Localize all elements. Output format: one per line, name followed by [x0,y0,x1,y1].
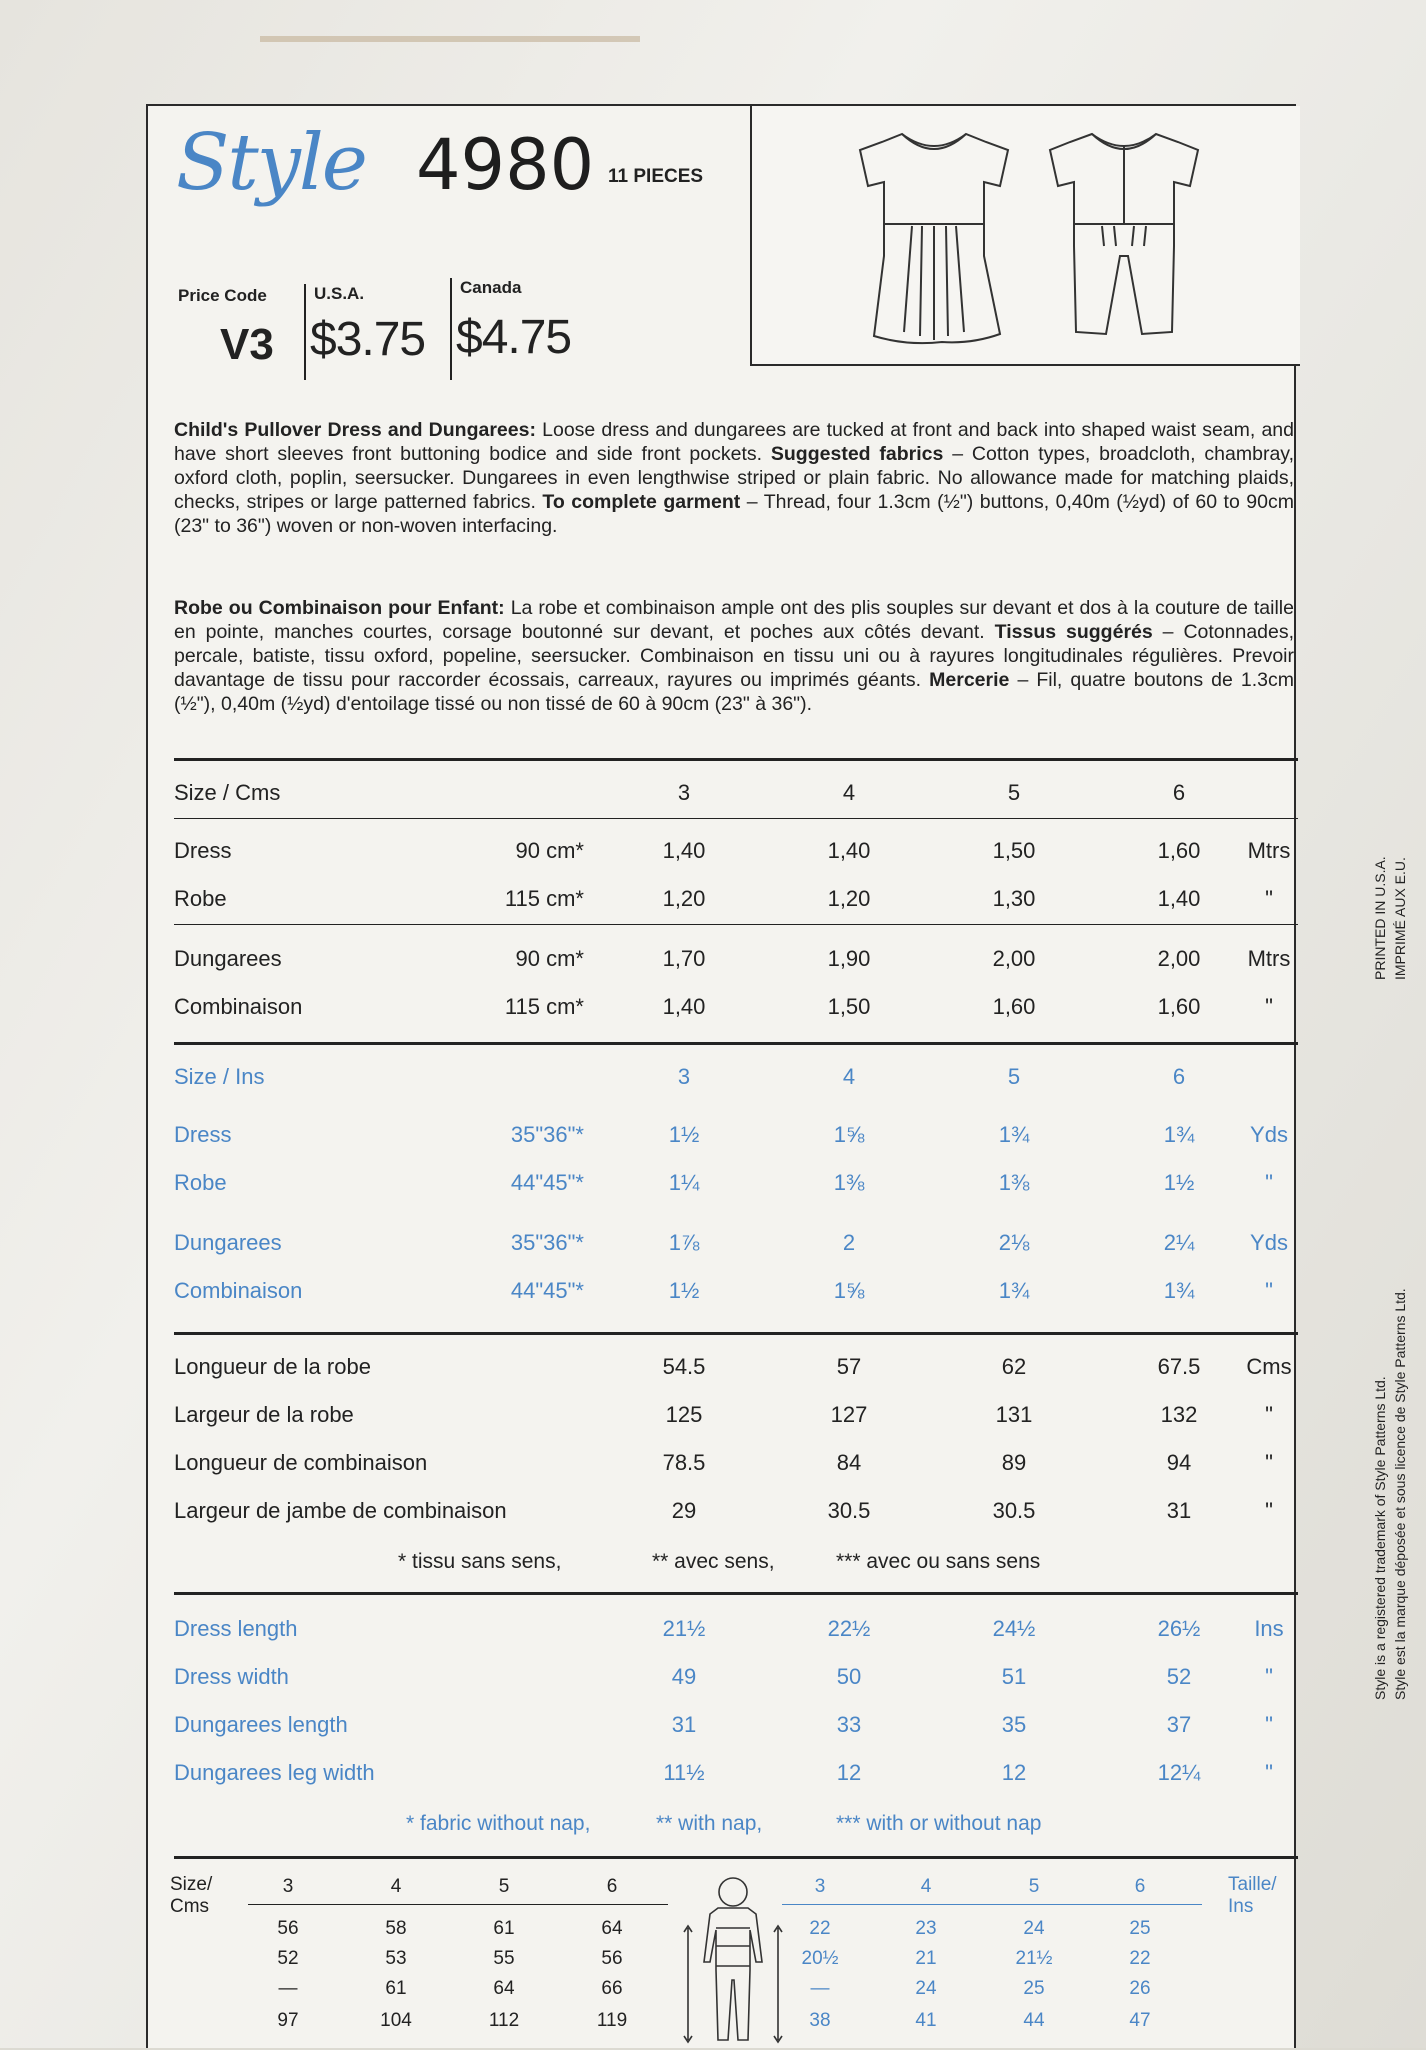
imperial-row [174,1230,1298,1260]
nap-note: ** avec sens, [652,1550,775,1573]
description-english [174,418,1294,538]
metric-size-label: Size / Cms [174,780,281,805]
cell: 51 [1001,1664,1027,1689]
row-name: Combinaison [174,1278,303,1303]
trademark-french: Style est la marque déposée et sous licence de Style Patterns Ltd. [1392,1288,1408,1700]
cell: 49 [671,1664,697,1689]
notions-text-fr: – Fil, quatre boutons de 1.3cm (½"), 0,40m (½yd) d'entoilage tissé ou non tissé de 60 à 90cm (23" à 36"). [174,669,1295,715]
cell: 25 [1129,1918,1151,1939]
unit: Yds [1250,1230,1288,1255]
fabric-width: 90 cm* [515,838,584,863]
cell: — [810,1978,830,1999]
row-name: Dress width [174,1664,289,1689]
cell: 84 [836,1450,862,1475]
usa-label: U.S.A. [314,284,365,303]
cell: 1¼ [668,1170,700,1195]
cell: 1¾ [998,1278,1030,1303]
cell: 1,60 [992,994,1036,1019]
finished-row-imperial [174,1712,1298,1742]
cell: 67.5 [1157,1354,1201,1379]
cell: 132 [1160,1402,1198,1427]
unit: " [1265,1498,1273,1523]
body-size-label: Size/ Cms [170,1874,213,1917]
imperial-row [174,1122,1298,1152]
cell: 66 [601,1978,623,1999]
nap-note: * tissu sans sens, [398,1550,562,1573]
cell: 2,00 [992,946,1036,971]
finished-row [174,1498,1298,1528]
unit: " [1265,1712,1273,1737]
imperial-row [174,1170,1298,1200]
finished-row [174,1450,1298,1480]
table-divider [174,1042,1298,1045]
fabric-width: 115 cm* [504,994,584,1019]
notions-text: – Thread, four 1.3cm (½") buttons, 0,40m (½yd) of 60 to 90cm (23" to 36") woven or non-woven interfacing. [174,491,1294,537]
row-name: Robe [174,1170,227,1195]
unit: Ins [1254,1616,1284,1641]
back-panel [146,104,1296,2048]
cell: 52 [1166,1664,1192,1689]
imprime-aux-eu: IMPRIMÉ AUX E.U. [1392,857,1408,980]
finished-row-imperial [174,1664,1298,1694]
size-4: 4 [842,1064,856,1089]
cell: 119 [596,2010,628,2031]
row-name: Robe [174,886,227,911]
size-3: 3 [677,1064,691,1089]
trademark-english: Style is a registered trademark of Style Patterns Ltd. [1372,1376,1388,1700]
description-title: Child's Pullover Dress and Dungarees: [174,419,536,441]
finished-row [174,1402,1298,1432]
unit: " [1265,994,1273,1019]
cell: 57 [836,1354,862,1379]
row-name: Dungarees length [174,1712,348,1737]
nap-note: * fabric without nap, [406,1812,591,1835]
cell: 1¾ [1163,1278,1195,1303]
cell: 125 [665,1402,703,1427]
size-6: 6 [1172,1064,1186,1089]
notions-label: To complete garment [542,491,741,513]
fabrics-text: – Cotton types, broadcloth, chambray, oxford cloth, poplin, seersucker. Dungarees in even lengthwise striped or plain fabric. No allowance made for matching plaids, checks, stripes or large patterned fabrics. [174,443,1295,513]
cell: 47 [1129,2010,1151,2031]
fabric-width: 115 cm* [504,886,584,911]
description-title-fr: Robe ou Combinaison pour Enfant: [174,597,505,619]
imperial-header-row [174,1064,1298,1094]
unit: " [1265,1402,1273,1427]
cell: 35 [1001,1712,1027,1737]
cell: 52 [277,1948,299,1969]
cell: 89 [1001,1450,1027,1475]
fabrics-label: Suggested fabrics [770,443,944,465]
cell: 1⅜ [998,1170,1030,1195]
unit: Yds [1250,1122,1288,1147]
row-divider [248,1904,668,1905]
notions-label-fr: Mercerie [929,669,1010,691]
nap-note: *** with or without nap [836,1812,1042,1835]
cell: 2 [842,1230,856,1255]
cell: 1½ [668,1122,700,1147]
cell: 1,30 [992,886,1036,911]
cell: 38 [809,2010,831,2031]
cell: 56 [277,1918,299,1939]
cell: 24½ [992,1616,1036,1641]
cell: 33 [836,1712,862,1737]
cell: 54.5 [662,1354,706,1379]
body-size: 6 [606,1876,618,1897]
row-name: Dress length [174,1616,298,1641]
fabric-width: 44"45"* [510,1278,584,1303]
cell: 22½ [827,1616,871,1641]
cell: 62 [1001,1354,1027,1379]
cell: 1,60 [1157,838,1201,863]
unit: " [1265,1450,1273,1475]
row-name: Dress [174,838,232,863]
cell: 26½ [1157,1616,1201,1641]
garment-sketch-box [750,106,1300,366]
finished-row [174,1354,1298,1384]
table-divider [174,1592,1298,1595]
row-name: Longueur de la robe [174,1354,371,1379]
body-size: 6 [1134,1876,1146,1897]
description-body: Loose dress and dungarees are tucked at front and back into shaped waist seam, and have short sleeves front buttoning bodice and side front pockets. [174,419,1295,465]
cell: 104 [380,2010,412,2031]
cell: 22 [809,1918,831,1939]
cell: 12 [1001,1760,1027,1785]
printed-in-usa: PRINTED IN U.S.A. [1372,856,1388,980]
cell: 94 [1166,1450,1192,1475]
cell: 30.5 [827,1498,871,1523]
cell: 53 [385,1948,407,1969]
price-divider [304,284,306,380]
cell: 21½ [662,1616,706,1641]
body-size: 4 [390,1876,402,1897]
cell: 1,90 [827,946,871,971]
body-size: 5 [498,1876,510,1897]
unit: Cms [1246,1354,1292,1379]
cell: 21 [915,1948,937,1969]
row-divider [782,1904,1202,1905]
size-4: 4 [842,780,856,805]
cell: 1,40 [662,838,706,863]
cell: 61 [385,1978,407,1999]
size-5: 5 [1007,1064,1021,1089]
cell: 26 [1129,1978,1151,1999]
row-divider [174,818,1298,819]
size-3: 3 [677,780,691,805]
brand-logo: Style [176,118,366,208]
fabric-width: 35"36"* [510,1122,584,1147]
table-divider [174,1856,1298,1859]
metric-row [174,946,1298,976]
imperial-row [174,1278,1298,1308]
cell: 29 [671,1498,697,1523]
cell: 1½ [1163,1170,1195,1195]
body-size: 3 [282,1876,294,1897]
row-name: Dress [174,1122,232,1147]
cell: 58 [385,1918,407,1939]
cell: 131 [995,1402,1033,1427]
cell: 21½ [1015,1948,1053,1969]
cell: 24 [1023,1918,1045,1939]
cell: 1¾ [998,1122,1030,1147]
cell: 31 [1166,1498,1192,1523]
cell: 97 [277,2010,299,2031]
finished-row-imperial [174,1760,1298,1790]
body-size: 5 [1028,1876,1040,1897]
metric-row [174,886,1298,916]
unit: Mtrs [1247,946,1291,971]
cell: 31 [671,1712,697,1737]
row-divider [174,924,1298,925]
imperial-size-label: Size / Ins [174,1064,265,1089]
cell: 23 [915,1918,937,1939]
unit: " [1265,1760,1273,1785]
cell: 1,40 [827,838,871,863]
cell: 41 [915,2010,937,2031]
cell: 1,50 [992,838,1036,863]
cell: 1⅜ [833,1170,865,1195]
size-6: 6 [1172,780,1186,805]
cell: 1⅝ [833,1278,865,1303]
pattern-number: 4980 [416,124,595,206]
row-name: Combinaison [174,994,303,1019]
unit: " [1265,1664,1273,1689]
finished-row-imperial [174,1616,1298,1646]
cell: 1⅝ [833,1122,865,1147]
pieces-count: 11 PIECES [608,166,704,187]
cell: 1,20 [662,886,706,911]
table-divider [174,758,1298,761]
cell: 2⅛ [998,1230,1030,1255]
description-body-fr: La robe et combinaison ample ont des plis souples sur devant et dos à la couture de taille en pointe, manches courtes, corsage boutonné sur devant, et poches aux côtés devant. [174,597,1294,643]
cell: 1,50 [827,994,871,1019]
cell: 37 [1166,1712,1192,1737]
cell: 22 [1129,1948,1151,1969]
metric-row [174,838,1298,868]
row-name: Dungarees leg width [174,1760,375,1785]
cell: 1¾ [1163,1122,1195,1147]
cell: 11½ [663,1760,705,1785]
cell: 112 [488,2010,520,2031]
cell: 1,60 [1157,994,1201,1019]
cell: 1,40 [662,994,706,1019]
cell: 30.5 [992,1498,1036,1523]
body-taille-label: Taille/ Ins [1228,1874,1277,1917]
cell: 1½ [668,1278,700,1303]
description-french [174,596,1294,716]
cell: 50 [836,1664,862,1689]
metric-header-row [174,780,1298,810]
cell: 78.5 [662,1450,706,1475]
cell: 12 [836,1760,862,1785]
nap-note: ** with nap, [656,1812,763,1835]
fabrics-text-fr: – Cotonnades, percale, batiste, tissu oxford, popeline, seersucker. Combinaison en tissu uni ou à rayures longitudinales régulières. Prevoir davantage de tissu pour raccorder écossais, carreaux, rayures ou imprimés géants. [174,621,1295,691]
fabric-width: 44"45"* [510,1170,584,1195]
size-5: 5 [1007,780,1021,805]
nap-note: *** avec ou sans sens [836,1550,1041,1573]
fabric-width: 90 cm* [515,946,584,971]
row-name: Dungarees [174,1230,282,1255]
garment-sketch [752,106,1300,364]
cell: 12¼ [1157,1760,1201,1785]
price-code: V3 [220,320,274,369]
body-figure-icon [678,1870,788,2050]
cell: 1,70 [662,946,706,971]
body-size: 4 [920,1876,932,1897]
unit: Mtrs [1247,838,1291,863]
cell: — [278,1978,298,1999]
row-name: Longueur de combinaison [174,1450,428,1475]
cell: 64 [493,1978,515,1999]
row-name: Dungarees [174,946,282,971]
cell: 64 [601,1918,623,1939]
canada-price: $4.75 [456,311,572,364]
table-divider [174,1332,1298,1335]
cell: 1⅞ [668,1230,700,1255]
metric-row [174,994,1298,1024]
cell: 2,00 [1157,946,1201,971]
cell: 1,40 [1157,886,1201,911]
fabrics-label-fr: Tissus suggérés [994,621,1153,643]
fabric-width: 35"36"* [510,1230,584,1255]
cell: 20½ [801,1948,839,1969]
row-name: Largeur de la robe [174,1402,354,1427]
body-size: 3 [814,1876,826,1897]
price-code-label: Price Code [178,286,267,305]
unit: " [1265,886,1273,911]
envelope-flap-edge [260,36,640,42]
canada-label: Canada [460,278,522,297]
usa-price: $3.75 [310,313,426,366]
cell: 55 [493,1948,515,1969]
cell: 24 [915,1978,937,1999]
cell: 2¼ [1163,1230,1195,1255]
cell: 56 [601,1948,623,1969]
cell: 127 [830,1402,868,1427]
cell: 61 [493,1918,515,1939]
cell: 1,20 [827,886,871,911]
unit: " [1265,1170,1273,1195]
cell: 25 [1023,1978,1045,1999]
row-name: Largeur de jambe de combinaison [174,1498,507,1523]
cell: 44 [1023,2010,1045,2031]
unit: " [1265,1278,1273,1303]
price-divider [450,278,452,380]
